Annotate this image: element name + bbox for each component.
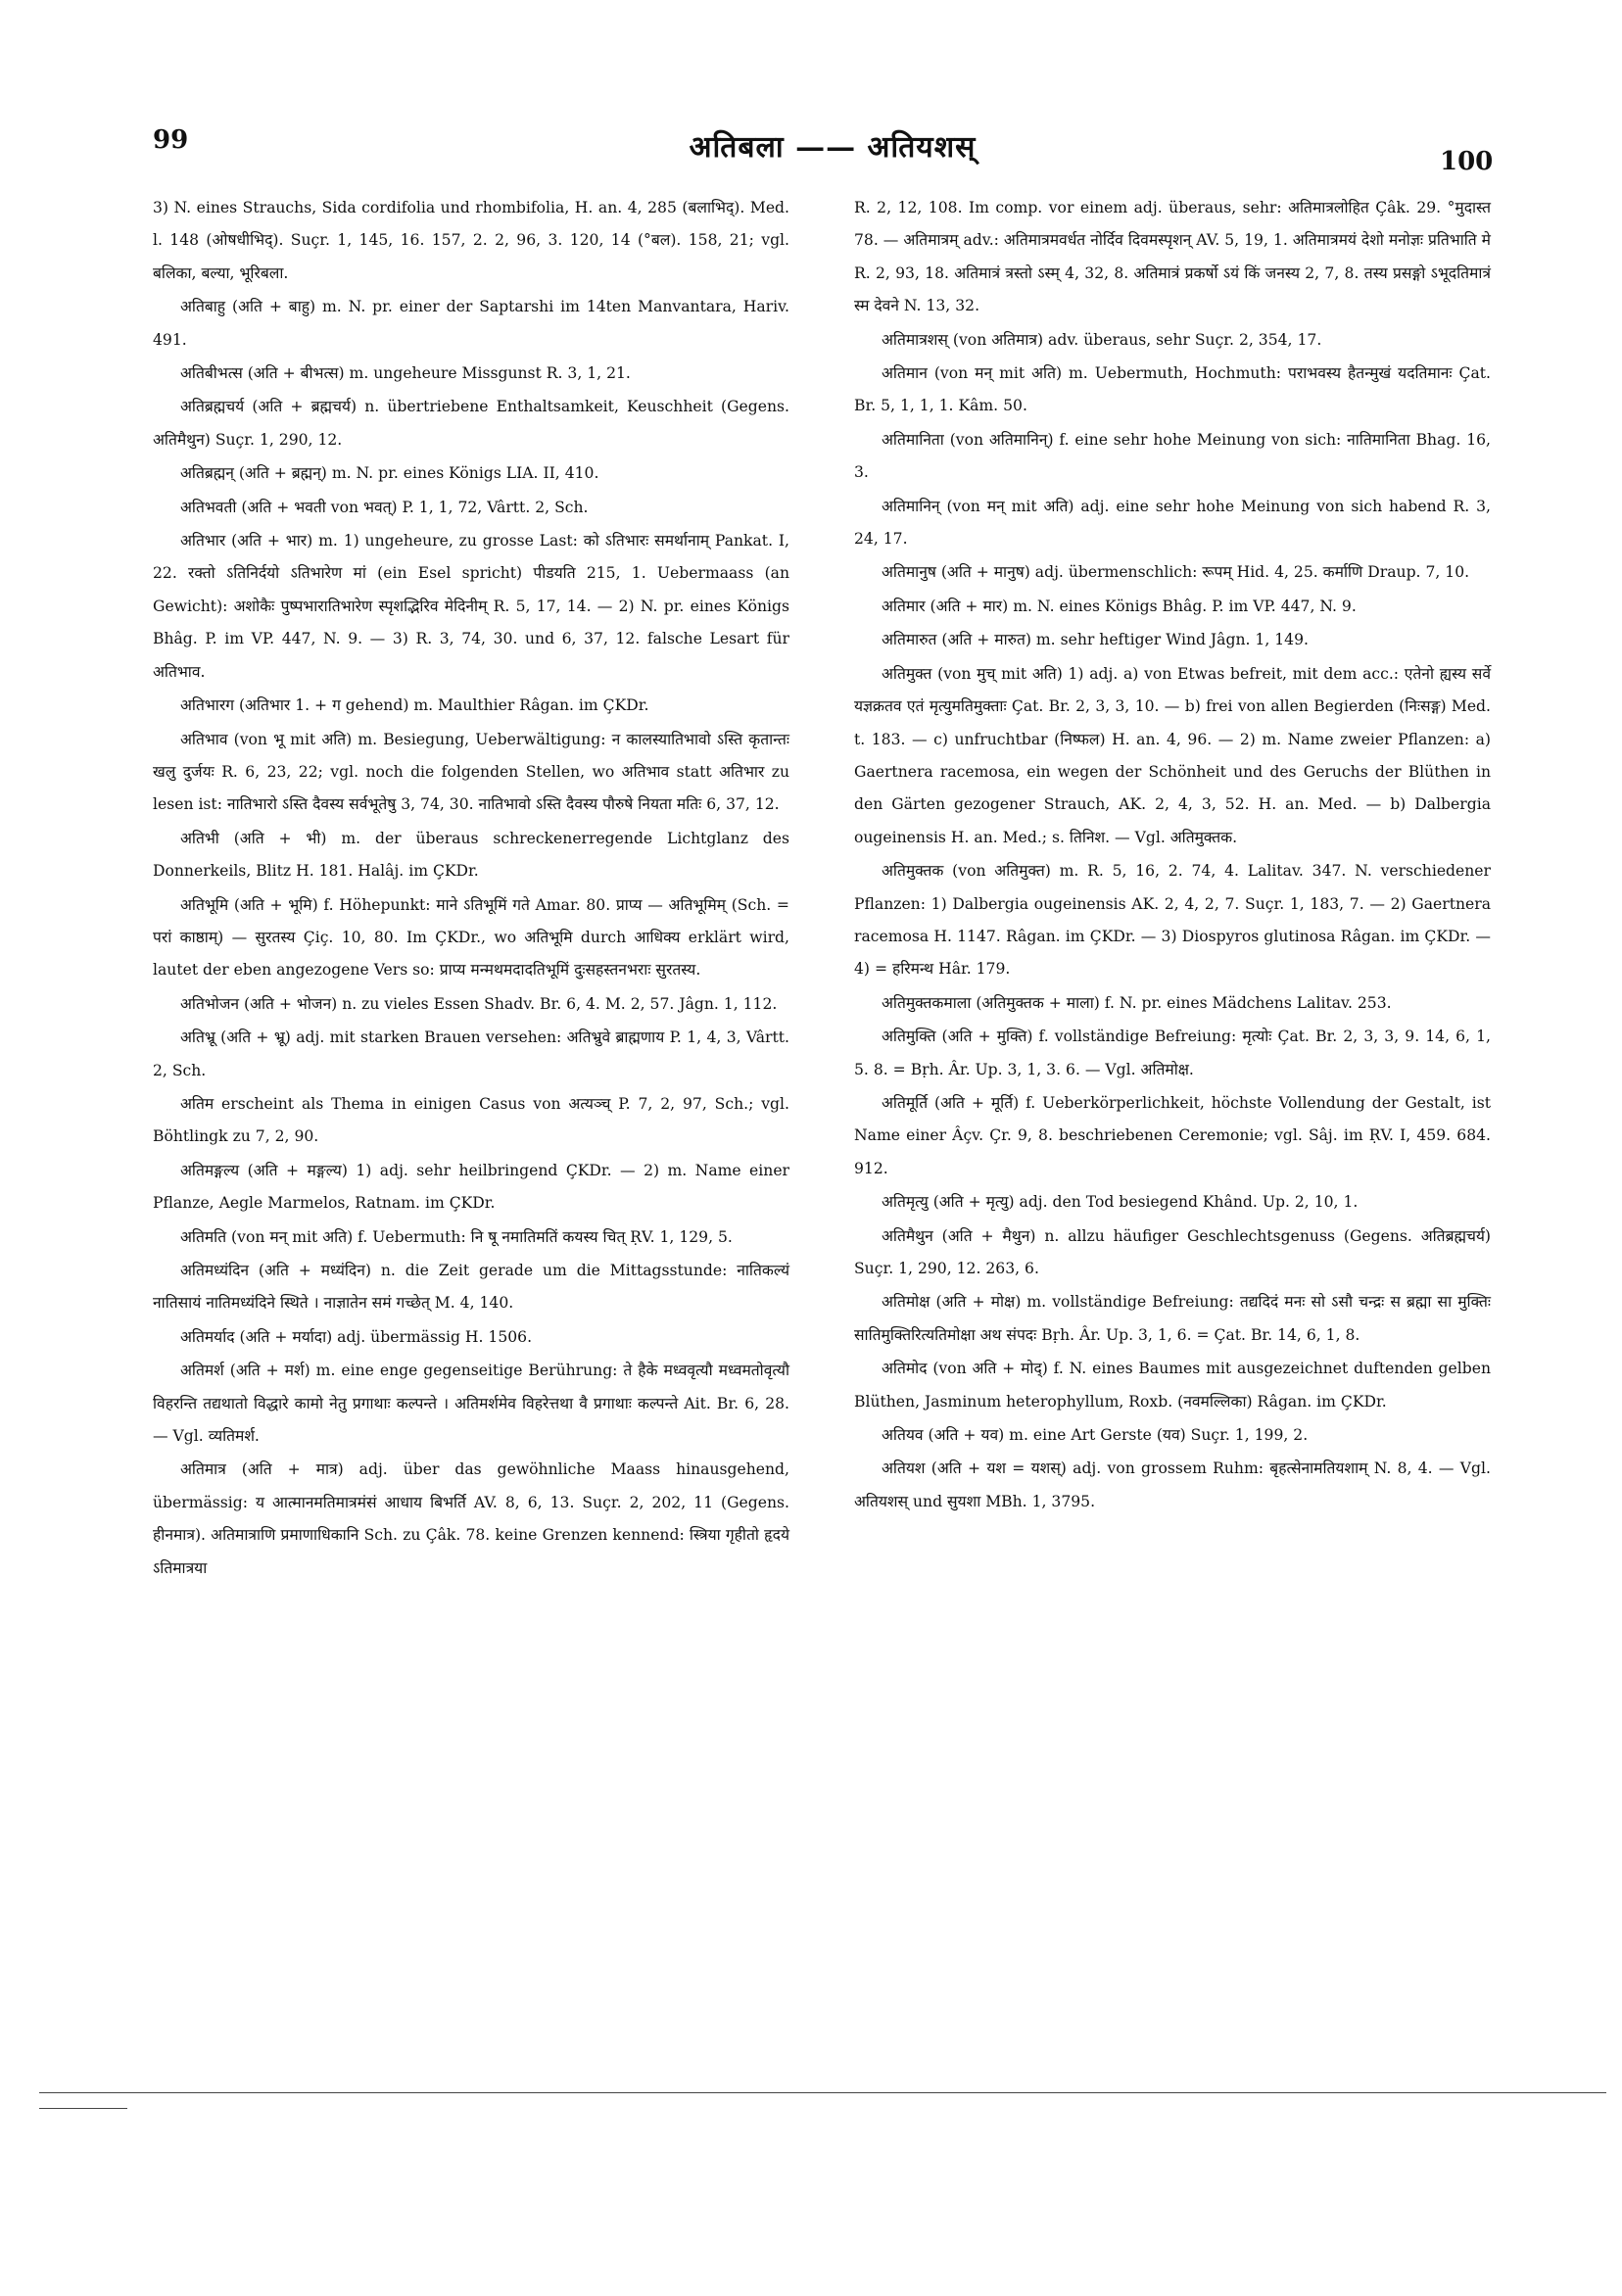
dictionary-entry: अतिमार (अति + मार) m. N. eines Königs Bhâg. P. im VP. 447, N. 9. [882, 597, 1357, 615]
dictionary-entry: अतिमात्र (अति + मात्र) adj. über das gewöhnliche Maass hinausgehend, übermässig: य आत्मानमतिमात्रमंसं आधाय बिभर्ति AV. 8, 6, 13. Suçr. 2, 202, 11 (Gegens. हीनमात्र). अतिमात्राणि प्रमाणाधिकानि Sch. zu Çâk. 78. keine Grenzen kennend: स्त्रिया गृहीतो हृदये ऽतिमात्रया [153, 1460, 789, 1577]
dictionary-entry: अतिमोक्ष (अति + मोक्ष) m. vollständige Befreiung: तद्यदिदं मनः सो ऽसौ चन्द्रः स ब्रह्मा सा मुक्तिः सातिमुक्तिरित्यतिमोक्षा अथ संपदः Bṛh. Âr. Up. 3, 1, 6. = Çat. Br. 14, 6, 1, 8. [854, 1293, 1491, 1344]
dictionary-entry: अतिब्रह्मन् (अति + ब्रह्मन्) m. N. pr. eines Königs LIA. II, 410. [180, 464, 599, 483]
dictionary-entry: अतिबीभत्स (अति + बीभत्स) m. ungeheure Missgunst R. 3, 1, 21. [180, 364, 631, 383]
dictionary-entry: अतिमुक्त (von मुच् mit अति) 1) adj. a) von Etwas befreit, mit dem acc.: एतेनो ह्यस्य सर्वे यज्ञक्रतव एतं मृत्युमतिमुक्ताः Çat. Br. 2, 3, 3, 10. — b) frei von allen Begierden (निःसङ्ग) Med. t. 183. — c) unfruchtbar (निष्फल) H. an. 4, 96. — 2) m. Name zweier Pflanzen: a) Gaertnera racemosa, ein wegen der Schönheit und des Geruchs der Blüthen in den Gärten gezogener Strauch, AK. 2, 4, 3, 52. H. an. Med. — b) Dalbergia ougeinensis H. an. Med.; s. तिनिश. — Vgl. अतिमुक्तक. [854, 664, 1491, 846]
dictionary-entry: अतिभूमि (अति + भूमि) f. Höhepunkt: माने ऽतिभूमिं गते Amar. 80. प्राप्य — अतिभूमिम् (Sch. = परां काष्ठाम्) — सुरतस्य Çiç. 10, 80. Im ÇKDr., wo अतिभूमि durch आधिक्य erklärt wird, lautet der eben angezogene Vers so: प्राप्य मन्मथमदादतिभूमिं दुःसहस्तनभराः सुरतस्य. [153, 895, 789, 980]
dictionary-entry: अतिमूर्ति (अति + मूर्ति) f. Ueberkörperlichkeit, höchste Vollendung der Gestalt, ist Name einer Âçv. Çr. 9, 8. beschriebenen Ceremonie; vgl. Sâj. im ṚV. I, 459. 684. 912. [854, 1093, 1491, 1177]
dictionary-entry: 3) N. eines Strauchs, Sida cordifolia und rhombifolia, H. an. 4, 285 (बलाभिद्). Med. l. 148 (ओषधीभिद्). Suçr. 1, 145, 16. 157, 2. 2, 96, 3. 120, 14 (°बल). 158, 21; vgl. बलिका, बल्या, भूरिबला. [153, 199, 789, 282]
dictionary-entry: अतिमानिन् (von मन् mit अति) adj. eine sehr hohe Meinung von sich habend R. 3, 24, 17. [854, 497, 1491, 549]
dictionary-entry: अतिभ्रू (अति + भ्रू) adj. mit starken Brauen versehen: अतिभ्रुवे ब्राह्मणाय P. 1, 4, 3, Vârtt. 2, Sch. [153, 1028, 789, 1079]
dictionary-entry: अतिमारुत (अति + मारुत) m. sehr heftiger Wind Jâgn. 1, 149. [882, 631, 1309, 649]
page-number-left: 99 [153, 125, 189, 155]
page-number-right: 100 [1440, 147, 1494, 176]
footer-rule [39, 2092, 1606, 2093]
dictionary-entry: अतिभी (अति + भी) m. der überaus schreckenerregende Lichtglanz des Donnerkeils, Blitz H. 181. Halâj. im ÇKDr. [153, 829, 789, 881]
dictionary-entry: अतिमर्श (अति + मर्श) m. eine enge gegenseitige Berührung: ते हैके मध्ववृत्यौ मध्वमतोवृत्यौ विहरन्ति तद्यथातो विद्धारे कामो नेतु प्रगाथाः कल्पन्ते । अतिमर्शमेव विहरेत्तथा वै प्रगाथाः कल्पन्ते Ait. Br. 6, 28. — Vgl. व्यतिमर्श. [153, 1362, 789, 1446]
running-head: अतिबला —— अतियशस् [689, 130, 977, 165]
dictionary-entry: अतिमुक्तकमाला (अतिमुक्तक + माला) f. N. pr. eines Mädchens Lalitav. 253. [882, 993, 1392, 1012]
dictionary-entry: R. 2, 12, 108. Im comp. vor einem adj. überaus, sehr: अतिमात्रलोहित Çâk. 29. °मुदास्त 78. — अतिमात्रम् adv.: अतिमात्रमवर्धत नोर्दिव दिवमस्पृशन् AV. 5, 19, 1. अतिमात्रमयं देशो मनोज्ञः प्रतिभाति मे R. 2, 93, 18. अतिमात्रं त्रस्तो ऽस्म् 4, 32, 8. अतिमात्रं प्रकर्षो ऽयं किं जनस्य 2, 7, 8. तस्य प्रसङ्गो ऽभूदतिमात्रं स्म देवने N. 13, 32. [854, 199, 1491, 315]
dictionary-entry: अतिभोजन (अति + भोजन) n. zu vieles Essen Shadv. Br. 6, 4. M. 2, 57. Jâgn. 1, 112. [180, 994, 778, 1013]
dictionary-entry: अतिमान (von मन् mit अति) m. Uebermuth, Hochmuth: पराभवस्य हैतन्मुखं यदतिमानः Çat. Br. 5, 1, 1, 1. Kâm. 50. [854, 364, 1491, 415]
dictionary-entry: अतिमात्रशस् (von अतिमात्र) adv. überaus, sehr Suçr. 2, 354, 17. [882, 330, 1322, 349]
dictionary-entry: अतिमुक्ति (अति + मुक्ति) f. vollständige Befreiung: मृत्योः Çat. Br. 2, 3, 3, 9. 14, 6, 1, 5. 8. = Bṛh. Âr. Up. 3, 1, 3. 6. — Vgl. अतिमोक्ष. [854, 1028, 1491, 1078]
dictionary-entry: अतिभारग (अतिभार 1. + ग gehend) m. Maulthier Râgan. im ÇKDr. [180, 696, 649, 715]
footer-rule-short [39, 2108, 127, 2109]
dictionary-entry: अतिमर्याद (अति + मर्यादा) adj. übermässig H. 1506. [180, 1327, 533, 1346]
dictionary-entry: अतिम erscheint als Thema in einigen Casus von अत्यञ्च् P. 7, 2, 97, Sch.; vgl. Böhtlingk zu 7, 2, 90. [153, 1094, 789, 1146]
dictionary-entry: अतियव (अति + यव) m. eine Art Gerste (यव) Suçr. 1, 199, 2. [882, 1426, 1309, 1445]
dictionary-entry: अतिमध्यंदिन (अति + मध्यंदिन) n. die Zeit gerade um die Mittagsstunde: नातिकल्यं नातिसायं नातिमध्यंदिने स्थिते । नाज्ञातेन समं गच्छेत् M. 4, 140. [153, 1262, 789, 1313]
left-column [153, 192, 789, 1586]
dictionary-entry: अतिमानुष (अति + मानुष) adj. übermenschlich: रूपम् Hid. 4, 25. कर्माणि Draup. 7, 10. [882, 563, 1470, 582]
dictionary-entry: अतिब्रह्मचर्य (अति + ब्रह्मचर्य) n. übertriebene Enthaltsamkeit, Keuschheit (Gegens. अतिमैथुन) Suçr. 1, 290, 12. [153, 398, 789, 449]
dictionary-entry: अतिबाहु (अति + बाहु) m. N. pr. einer der Saptarshi im 14ten Manvantara, Hariv. 491. [153, 298, 789, 349]
dictionary-entry: अतिभाव (von भू mit अति) m. Besiegung, Ueberwältigung: न कालस्यातिभावो ऽस्ति कृतान्तः खलु दुर्जयः R. 6, 23, 22; vgl. noch die folgenden Stellen, wo अतिभाव statt अतिभार zu lesen ist: नातिभारो ऽस्ति दैवस्य सर्वभूतेषु 3, 74, 30. नातिभावो ऽस्ति दैवस्य पौरुषे नियता मतिः 6, 37, 12. [153, 730, 789, 814]
dictionary-entry: अतिभार (अति + भार) m. 1) ungeheure, zu grosse Last: को ऽतिभारः समर्थानाम् Pankat. I, 22. रक्तो ऽतिनिर्दयो ऽतिभारेण मां (ein Esel spricht) पीडयति 215, 1. Uebermaass (an Gewicht): अशोकैः पुष्पभारातिभारेण स्पृशद्भिरिव मेदिनीम् R. 5, 17, 14. — 2) N. pr. eines Königs Bhâg. P. im VP. 447, N. 9. — 3) R. 3, 74, 30. und 6, 37, 12. falsche Lesart für अतिभाव. [153, 532, 789, 681]
dictionary-entry: अतिमानिता (von अतिमानिन्) f. eine sehr hohe Meinung von sich: नातिमानिता Bhag. 16, 3. [854, 430, 1491, 482]
right-column [854, 192, 1491, 1519]
dictionary-entry: अतिमति (von मन् mit अति) f. Uebermuth: नि षू नमातिमतिं कयस्य चित् ṚV. 1, 129, 5. [180, 1227, 733, 1246]
dictionary-entry: अतिमोद (von अति + मोद्) f. N. eines Baumes mit ausgezeichnet duftenden gelben Blüthen, Jasminum heterophyllum, Roxb. (नवमल्लिका) Râgan. im ÇKDr. [854, 1360, 1491, 1411]
dictionary-entry: अतिमङ्गल्य (अति + मङ्गल्य) 1) adj. sehr heilbringend ÇKDr. — 2) m. Name einer Pflanze, Aegle Marmelos, Ratnam. im ÇKDr. [153, 1161, 789, 1213]
dictionary-entry: अतिमृत्यु (अति + मृत्यु) adj. den Tod besiegend Khând. Up. 2, 10, 1. [882, 1193, 1359, 1212]
dictionary-entry: अतियश (अति + यश = यशस्) adj. von grossem Ruhm: बृहत्सेनामतियशाम् N. 8, 4. — Vgl. अतियशस् und सुयशा MBh. 1, 3795. [854, 1459, 1491, 1510]
dictionary-entry: अतिमैथुन (अति + मैथुन) n. allzu häufiger Geschlechtsgenuss (Gegens. अतिब्रह्मचर्य) Suçr. 1, 290, 12. 263, 6. [854, 1226, 1491, 1277]
dictionary-entry: अतिभवती (अति + भवती von भवत्) P. 1, 1, 72, Vârtt. 2, Sch. [180, 498, 589, 516]
dictionary-entry: अतिमुक्तक (von अतिमुक्त) m. R. 5, 16, 2. 74, 4. Lalitav. 347. N. verschiedener Pflanzen: 1) Dalbergia ougeinensis AK. 2, 4, 2, 7. Suçr. 1, 183, 7. — 2) Gaertnera racemosa H. 1147. Râgan. im ÇKDr. — 3) Diospyros glutinosa Râgan. im ÇKDr. — 4) = हरिमन्थ Hâr. 179. [854, 862, 1491, 979]
